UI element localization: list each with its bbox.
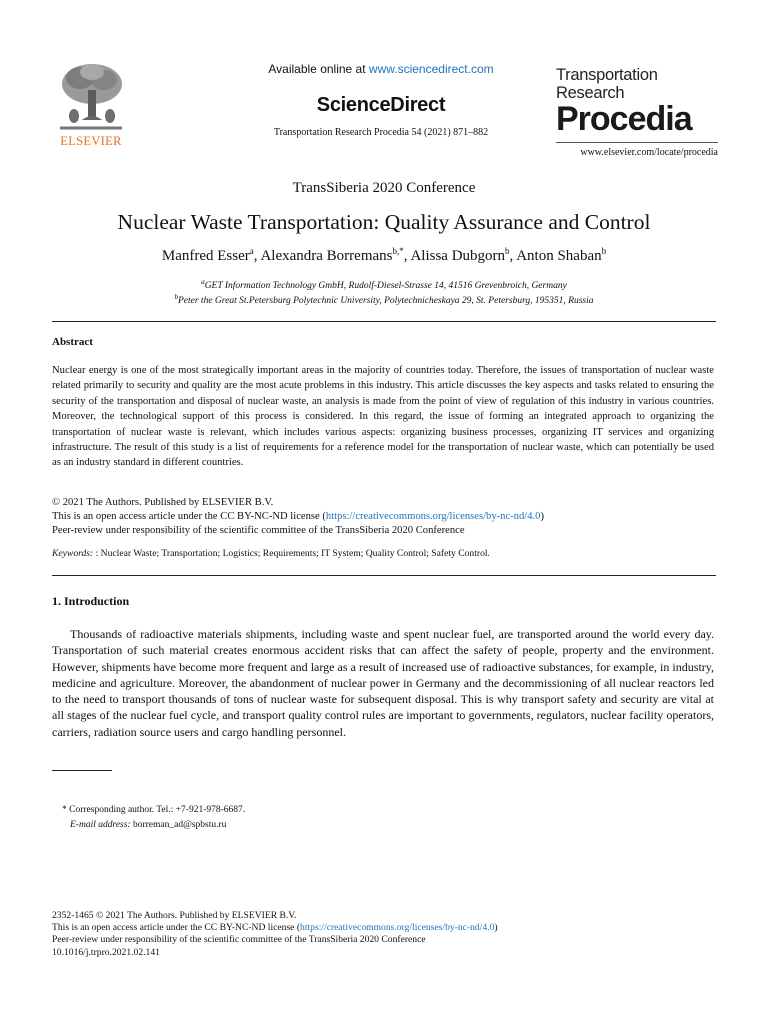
author-separator: ,	[509, 248, 517, 264]
copyright-line: © 2021 The Authors. Published by ELSEVIER B.V.	[52, 497, 274, 508]
email-address[interactable]: borreman_ad@spbstu.ru	[130, 820, 227, 830]
elsevier-logo	[52, 60, 130, 150]
tree-icon	[52, 60, 130, 132]
author-name: Anton Shaban	[516, 248, 602, 264]
divider	[52, 575, 716, 576]
bottom-peer-review: Peer-review under responsibility of the scientific committee of the TransSiberia 2020 Conference	[52, 934, 426, 946]
license-prefix: This is an open access article under the CC BY-NC-ND license (	[52, 511, 326, 522]
footnote-divider	[52, 770, 112, 771]
author-affiliation-mark	[393, 246, 404, 256]
license-prefix: This is an open access article under the CC BY-NC-ND license (	[52, 922, 301, 934]
keywords-label: Keywords:	[52, 548, 94, 559]
corresponding-author-note: * Corresponding author. Tel.: +7-921-978-6687.	[62, 805, 246, 815]
journal-logo	[556, 66, 718, 158]
author-name: Alissa Dubgorn	[410, 248, 506, 264]
issn-line: 2352-1465 © 2021 The Authors. Published by ELSEVIER B.V.	[52, 910, 297, 921]
bottom-license-line	[52, 922, 714, 934]
keywords	[52, 548, 714, 559]
license-link[interactable]: https://creativecommons.org/licenses/by-nc-nd/4.0	[300, 922, 495, 934]
license-link[interactable]: https://creativecommons.org/licenses/by-nc-nd/4.0	[325, 511, 541, 522]
author-name: Manfred Esser	[161, 248, 250, 264]
affiliation-a	[0, 278, 768, 291]
affiliation-mark: a	[201, 278, 205, 286]
journal-logo-divider	[556, 142, 718, 143]
introduction-text: Thousands of radioactive materials shipments, including waste and spent nuclear fuel, are transported around the world every day. Transportation of such material creates enormous accident risks that can affect the safety of people, property and the environment. However, shipments have become more frequent and large as a result of increased use of radioactive substances, for example, in industry, medicine and agriculture. Moreover, the abandonment of nuclear power in Germany and the decommissioning of all nuclear reactors led to the need to transport thousands of tons of nuclear waste for subsequent disposal. This is why transport safety and security are vital at all stages of the nuclear fuel cycle, and transport quality control rules are important to governments, regulators, nuclear facility operators, carriers, radiation source users and cargo handling personnel.	[52, 627, 714, 739]
publisher-logo-text: ELSEVIER	[60, 134, 122, 148]
affiliation-text: Peter the Great St.Petersburg Polytechnic University, Polytechnicheskaya 29, St. Petersburg, 195351, Russia	[177, 296, 594, 307]
author-separator: ,	[403, 248, 411, 264]
sciencedirect-brand: ScienceDirect	[316, 94, 446, 116]
author-separator: ,	[253, 248, 261, 264]
corresponding-star: *	[399, 246, 404, 256]
conference-name: TransSiberia 2020 Conference	[292, 180, 476, 196]
affiliation-text: GET Information Technology GmbH, Rudolf-Diesel-Strasse 14, 41516 Grevenbroich, Germany	[204, 281, 567, 292]
abstract-heading: Abstract	[52, 336, 93, 348]
affiliation-letter: b,	[392, 246, 400, 256]
author-list	[0, 246, 768, 265]
bottom-rights	[52, 910, 714, 959]
email-note	[70, 820, 226, 830]
doi[interactable]: 10.1016/j.trpro.2021.02.141	[52, 946, 160, 958]
keywords-list: : Nuclear Waste; Transportation; Logistics; Requirements; IT System; Quality Control; Safety Control.	[93, 548, 490, 559]
peer-review-line: Peer-review under responsibility of the scientific committee of the TransSiberia 2020 Conference	[52, 525, 465, 536]
abstract-text: Nuclear energy is one of the most strategically important areas in the majority of countries today. Therefore, the issues of transportation of nuclear waste related primarily to security and quality are the most acute problems in this industry. This article discusses the key aspects and tasks related to ensuring the security of the transportation and disposal of nuclear waste, an analysis is made from the point of view of regulation of this industry in various countries. Moreover, the technological support of this process is considered. In this regard, the issue of forming an integrated approach to organizing the transportation of nuclear waste is relevant, which includes various aspects: organizing business processes, organizing IT services and organizing infrastructure. The result of this study is a list of requirements for a reference model for the transportation of nuclear waste, which can potentially be used as an industry standard in different countries.	[52, 365, 714, 469]
author-affiliation-mark: a	[249, 246, 254, 256]
author-affiliation-mark: b	[601, 246, 607, 256]
available-prefix: Available online at	[268, 62, 369, 76]
author-name: Alexandra Borremans	[260, 248, 393, 264]
section-heading: 1. Introduction	[52, 594, 130, 608]
affiliation-mark: b	[174, 293, 178, 301]
available-online	[160, 62, 602, 76]
email-label: E-mail address:	[70, 820, 131, 830]
journal-citation: Transportation Research Procedia 54 (2021) 871–882	[273, 127, 489, 138]
journal-url[interactable]: www.elsevier.com/locate/procedia	[580, 147, 718, 158]
divider	[52, 321, 716, 322]
license-suffix: )	[540, 511, 544, 522]
license-suffix: )	[494, 922, 498, 934]
journal-logo-line3: Procedia	[556, 100, 692, 138]
author-affiliation-mark: b	[505, 246, 510, 256]
license-line	[52, 510, 714, 524]
sciencedirect-link[interactable]: www.sciencedirect.com	[368, 62, 494, 76]
journal-logo-line2: Research	[556, 84, 625, 102]
affiliation-b	[0, 293, 768, 306]
paper-title: Nuclear Waste Transportation: Quality Assurance and Control	[117, 210, 651, 234]
journal-logo-line1: Transportation	[556, 66, 658, 84]
